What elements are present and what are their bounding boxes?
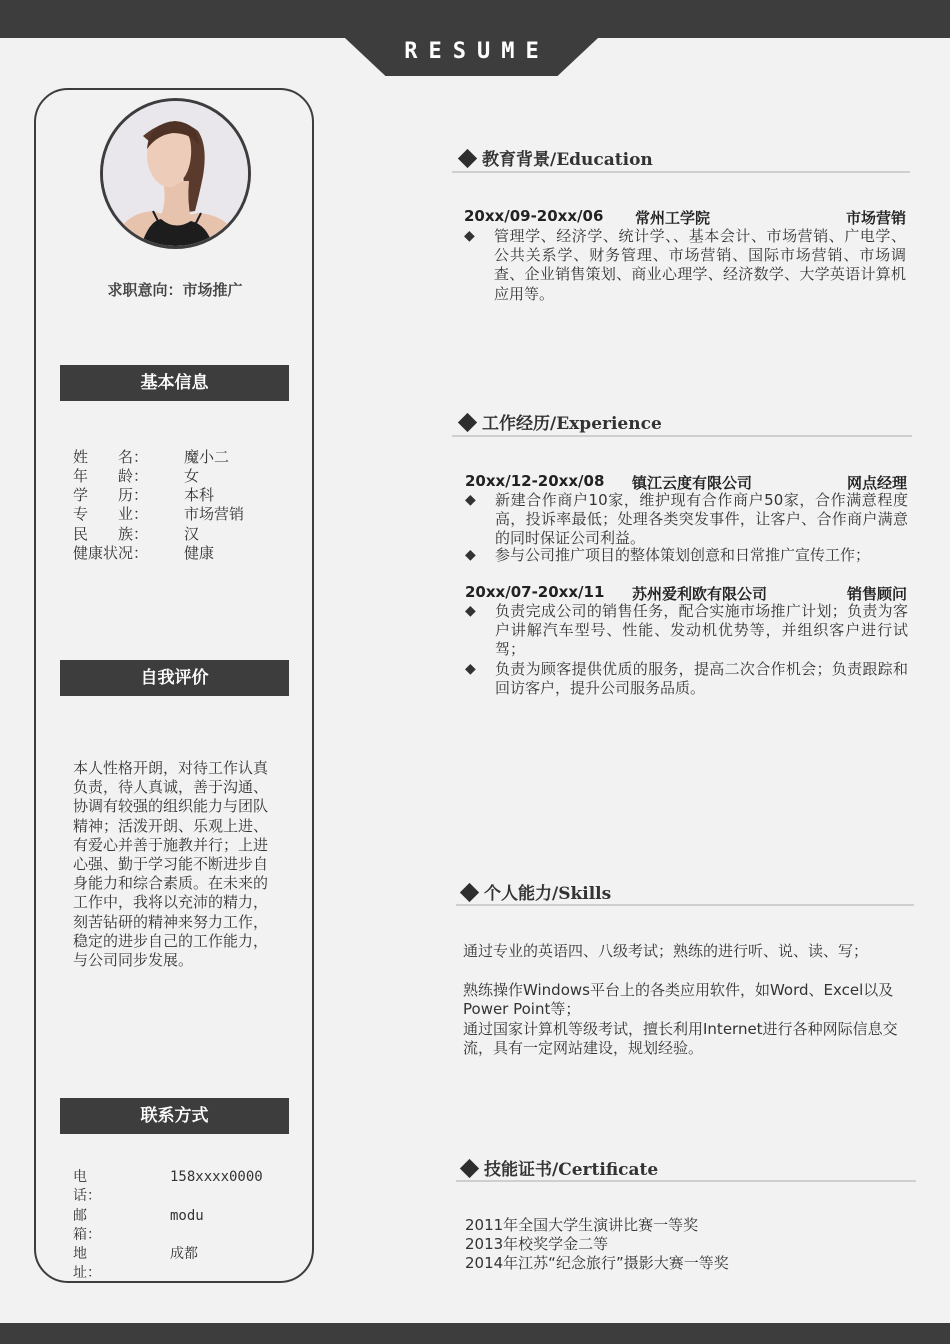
diamond-bullet-icon: ◆ (465, 661, 476, 677)
experience-heading: 工作经历/Experience (456, 409, 662, 434)
diamond-bullet-icon: ◆ (465, 547, 476, 563)
contact-value: 成都 (170, 1246, 198, 1262)
job-bullet: ◆ 新建合作商户10家，维护现有合作商户50家，合作满意程度高，投诉率最低；处理各类突发事件，让客户、合作商户满意的同时保证公司利益。 (465, 491, 908, 548)
info-label: 姓 名： (73, 448, 149, 466)
contact-value: modu (170, 1208, 204, 1224)
job-bullet: ◆ 负责完成公司的销售任务，配合实施市场推广计划；负责为客户讲解汽车型号、性能、发动机优势等，并组织客户进行试驾； (465, 602, 908, 659)
contact-label: 地址： (73, 1246, 101, 1281)
info-value: 市场营销 (184, 505, 245, 523)
self-eval-text: 本人性格开朗，对待工作认真负责，待人真诚，善于沟通、协调有较强的组织能力与团队精神；活泼开朗、乐观上进、有爱心并善于施教并行；上进心强、勤于学习能不断进步自身能力和综合素质。在未来的工作中，我将以充沛的精力，刻苦钻研的精神来努力工作，稳定的进步自己的工作能力，与公司同步发展。 (73, 759, 269, 970)
info-value: 健康 (184, 544, 215, 562)
diamond-icon (458, 149, 477, 168)
skills-line: 熟练操作Windows平台上的各类应用软件，如Word、Excel以及Power Point等； (463, 981, 894, 1019)
skills-line: 通过国家计算机等级考试，擅长利用Internet进行各种网际信息交流，具有一定网站建设，规划经验。 (463, 1020, 898, 1058)
certificate-item: 2013年校奖学金二等 (465, 1235, 609, 1253)
bottom-bar (0, 1323, 950, 1344)
certificate-item: 2011年全国大学生演讲比赛一等奖 (465, 1216, 699, 1234)
section-divider (452, 171, 910, 173)
entry-role: 网点经理 (846, 474, 907, 492)
diamond-icon (458, 413, 477, 432)
job-intent: 求职意向：市场推广 (107, 281, 243, 299)
certificate-item: 2014年江苏“纪念旅行”摄影大赛一等奖 (465, 1254, 729, 1272)
basic-info-heading: 基本信息 (60, 365, 289, 401)
info-label: 健康状况： (73, 544, 149, 562)
entry-role: 销售顾问 (846, 585, 907, 603)
diamond-icon (460, 1159, 479, 1178)
self-eval-heading: 自我评价 (60, 660, 289, 696)
job-bullet: ◆ 参与公司推广项目的整体策划创意和日常推广宣传工作； (465, 546, 871, 564)
contact-label: 电话： (73, 1169, 101, 1204)
section-divider (456, 904, 914, 906)
diamond-icon (460, 883, 479, 902)
job-bullet: ◆ 负责为顾客提供优质的服务，提高二次合作机会；负责跟踪和回访客户，提升公司服务品质。 (465, 660, 908, 698)
info-value: 魔小二 (184, 448, 230, 466)
section-divider (456, 1180, 916, 1182)
contact-heading: 联系方式 (60, 1098, 289, 1134)
entry-company: 镇江云度有限公司 (632, 474, 753, 492)
entry-school: 常州工学院 (635, 209, 711, 227)
entry-major: 市场营销 (845, 209, 906, 227)
contact-label: 邮箱： (73, 1208, 101, 1243)
avatar (100, 98, 251, 249)
entry-date: 20xx/12-20xx/08 (465, 472, 605, 490)
resume-title: RESUME (404, 39, 550, 64)
education-courses: ◆ 管理学、经济学、统计学、、基本会计、市场营销、广电学、公共关系学、财务管理、市场营销、国际市场营销、市场调查、企业销售策划、商业心理学、经济数学、大学英语计算机应用等。 (464, 227, 906, 303)
diamond-bullet-icon: ◆ (465, 603, 476, 619)
entry-company: 苏州爱利欧有限公司 (632, 585, 768, 603)
info-label: 民 族： (73, 525, 149, 543)
info-value: 本科 (184, 486, 215, 504)
section-divider (452, 435, 912, 437)
education-heading: 教育背景/Education (456, 145, 653, 170)
diamond-bullet-icon: ◆ (464, 228, 475, 244)
skills-heading: 个人能力/Skills (458, 879, 611, 904)
entry-date: 20xx/09-20xx/06 (464, 207, 604, 225)
contact-value: 158xxxx0000 (170, 1169, 263, 1185)
info-value: 女 (184, 467, 200, 485)
entry-date: 20xx/07-20xx/11 (465, 583, 605, 601)
info-value: 汉 (184, 525, 200, 543)
info-label: 学 历： (73, 486, 149, 504)
top-bar (0, 0, 950, 38)
portrait-photo (103, 101, 248, 246)
certificate-heading: 技能证书/Certificate (458, 1155, 658, 1180)
info-label: 年 龄： (73, 467, 149, 485)
info-label: 专 业： (73, 505, 149, 523)
diamond-bullet-icon: ◆ (465, 492, 476, 508)
skills-line: 通过专业的英语四、八级考试；熟练的进行听、说、读、写； (463, 942, 869, 960)
